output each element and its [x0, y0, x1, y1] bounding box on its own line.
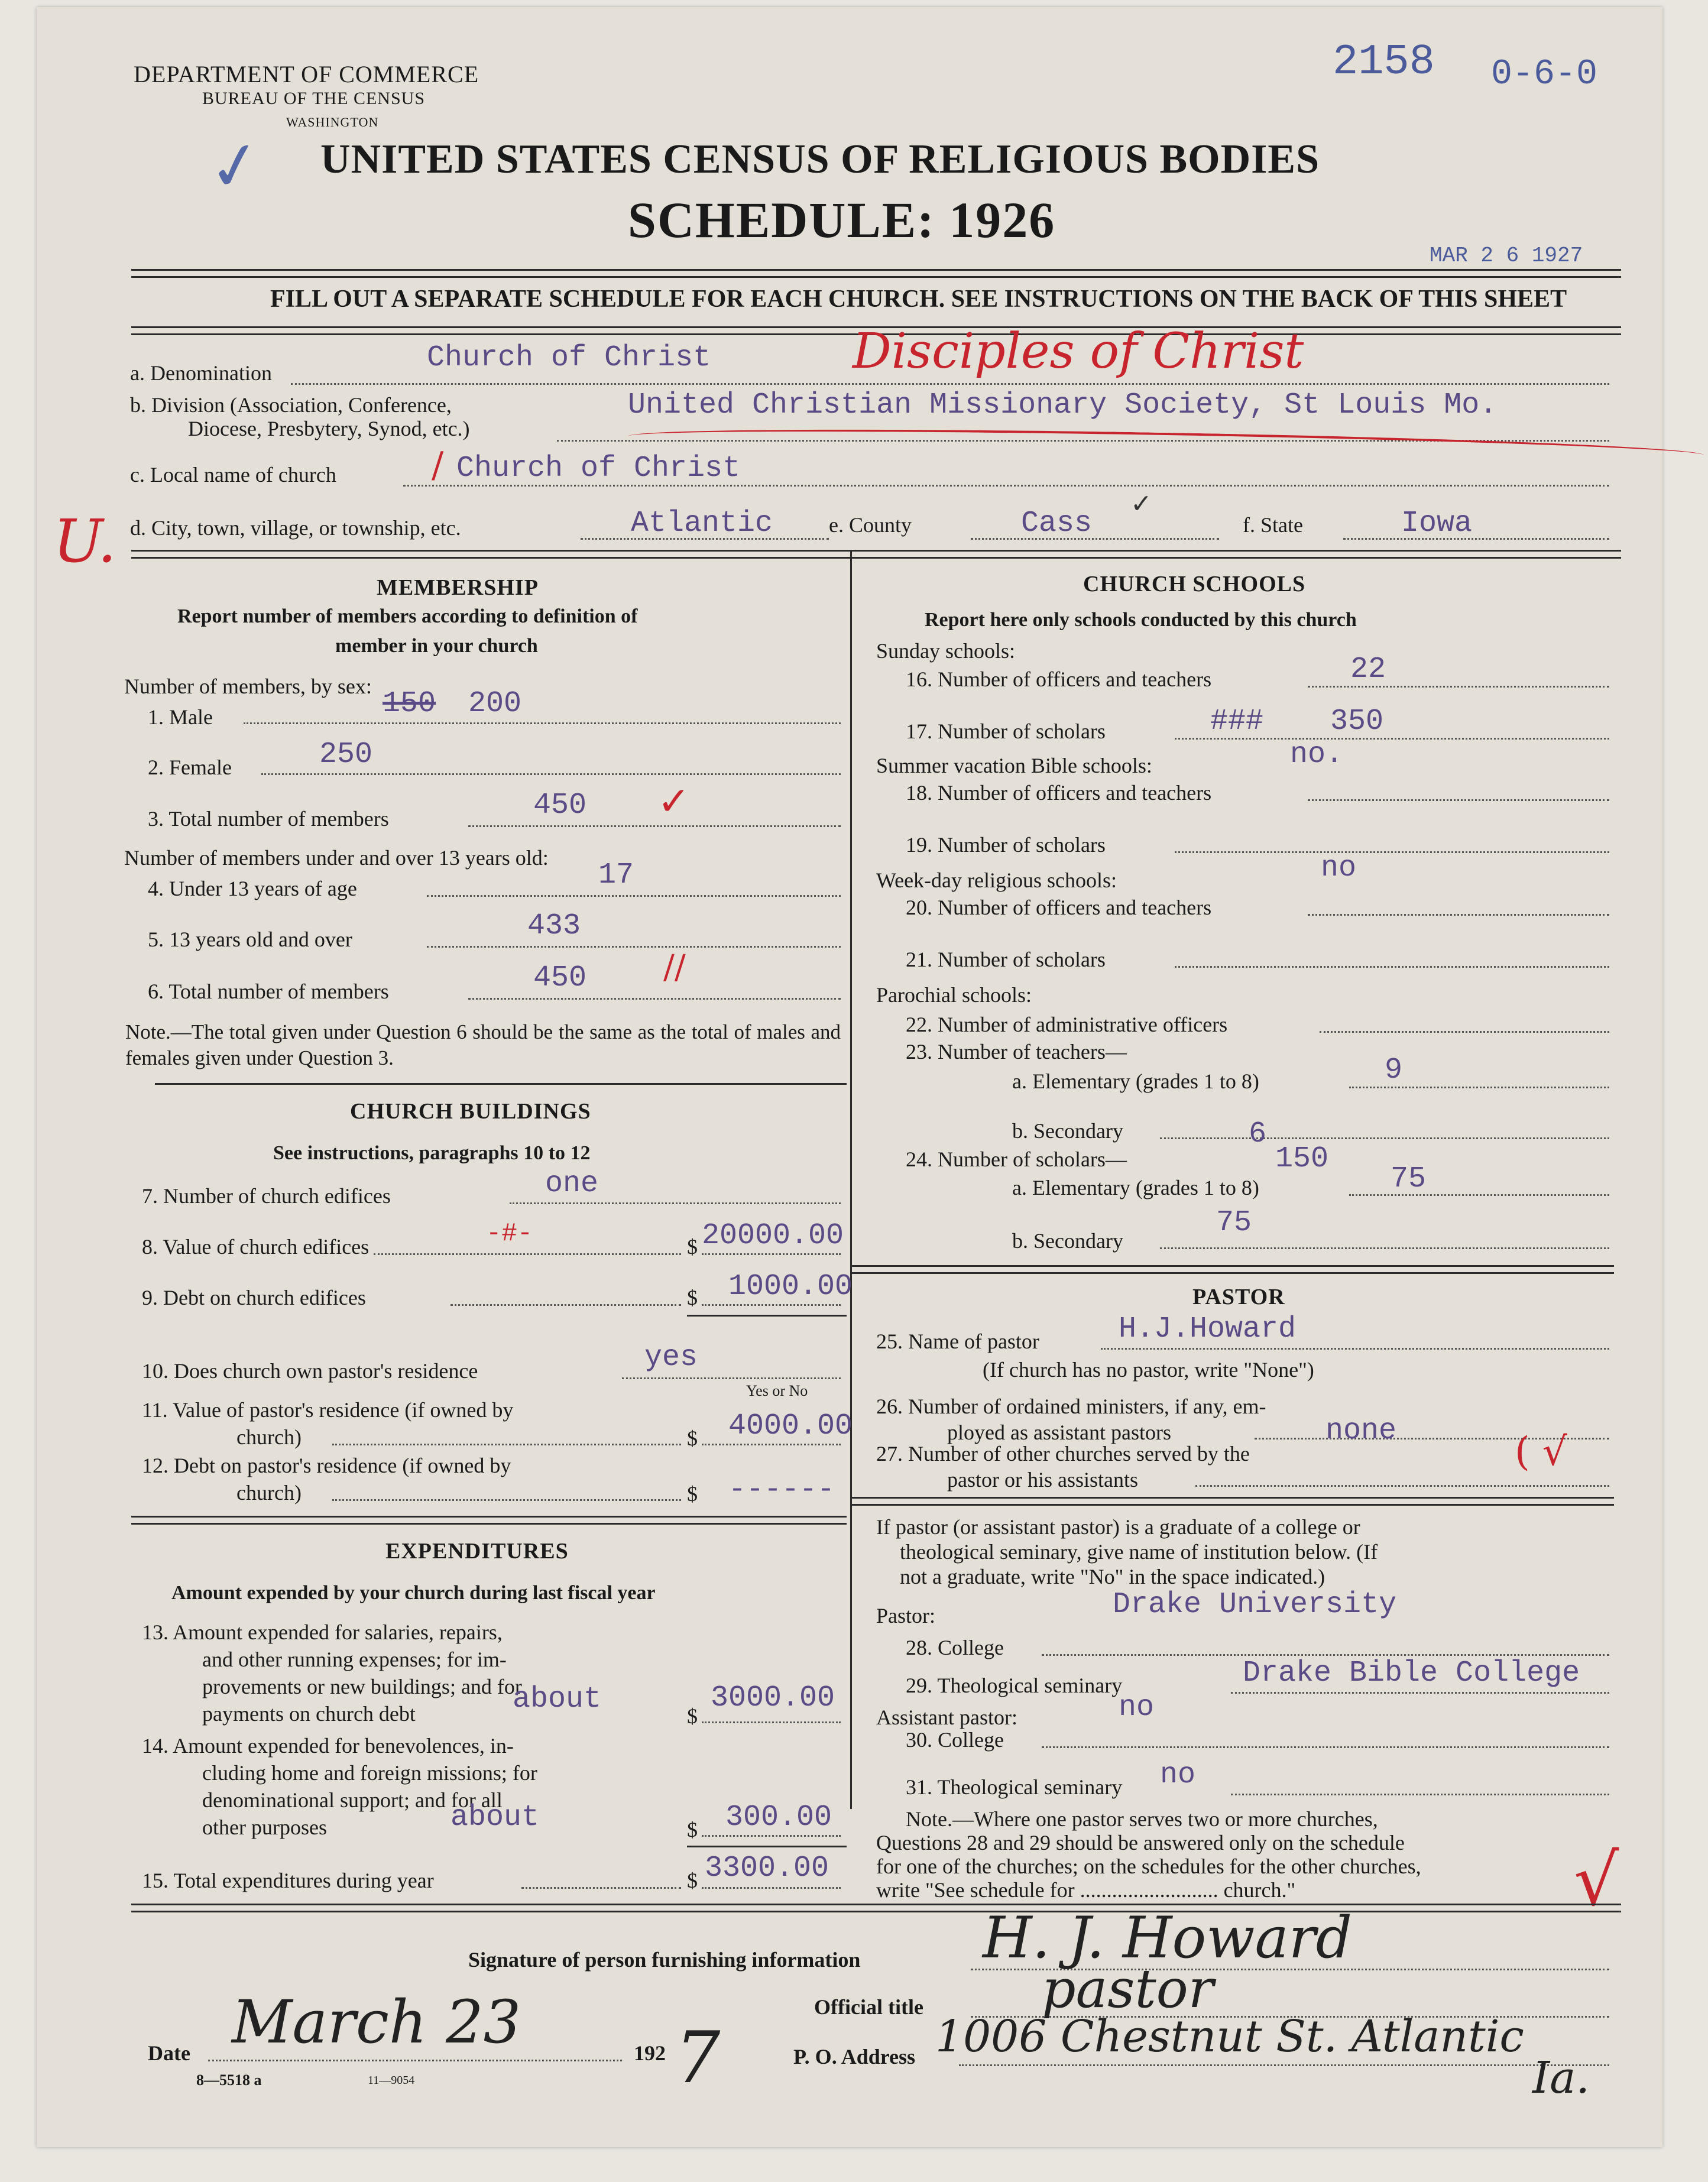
local-name-label: c. Local name of church: [130, 463, 336, 487]
q6-label: 6. Total number of members: [148, 980, 389, 1003]
answer-line: [1042, 1746, 1609, 1748]
divider: [687, 1846, 847, 1847]
divider: [851, 1265, 1614, 1267]
code-stamp: 0-6-0: [1491, 54, 1598, 95]
q29-label: 29. Theological seminary: [906, 1674, 1123, 1697]
divider: [131, 1904, 1621, 1905]
q8-value: 20000.00: [702, 1219, 844, 1253]
form-code: 8—5518 a: [196, 2071, 262, 2089]
sunday-schools-label: Sunday schools:: [876, 639, 1016, 663]
answer-line: [1195, 1485, 1609, 1487]
q5-value: 433: [527, 909, 581, 943]
answer-line: [702, 1835, 841, 1837]
dollar-sign: $: [687, 1704, 698, 1728]
answer-line: [451, 1304, 681, 1306]
answer-line: [1349, 1194, 1609, 1196]
q30-label: 30. College: [906, 1728, 1004, 1752]
divider: [155, 1083, 847, 1085]
divider: [131, 1523, 847, 1525]
q14-label-4: other purposes: [202, 1815, 327, 1839]
q14-label-2: cluding home and foreign missions; for: [202, 1761, 537, 1785]
q13-label-3: provements or new buildings; and for: [202, 1675, 522, 1698]
q26-label: 26. Number of ordained ministers, if any, em-: [876, 1395, 1266, 1418]
answer-line: [1343, 538, 1609, 540]
po-address-value-2: Ia.: [1532, 2053, 1590, 2103]
local-name-value: Church of Christ: [456, 452, 741, 485]
answer-line: [468, 998, 841, 1000]
q24-label: 24. Number of scholars—: [906, 1147, 1127, 1171]
margin-mark: U.: [53, 507, 116, 576]
schools-intro: Report here only schools conducted by this church: [925, 609, 1357, 631]
q23b-label: b. Secondary: [1012, 1119, 1123, 1143]
q22-label: 22. Number of administrative officers: [906, 1013, 1228, 1036]
form-title: UNITED STATES CENSUS OF RELIGIOUS BODIES: [320, 137, 1320, 182]
weekday-schools-label: Week-day religious schools:: [876, 868, 1117, 892]
divider: [851, 1497, 1614, 1499]
answer-line: [1320, 1031, 1609, 1033]
graduate-instructions-2: theological seminary, give name of institution below. (If: [900, 1540, 1378, 1564]
q9-value: 1000.00: [728, 1270, 853, 1304]
red-tick-icon: //: [663, 948, 686, 987]
county-value: Cass: [1021, 507, 1093, 540]
bureau-name: BUREAU OF THE CENSUS: [202, 89, 425, 108]
print-code: 11—9054: [368, 2074, 415, 2087]
official-title-label: Official title: [814, 1995, 923, 2019]
membership-note: Note.—The total given under Question 6 should be the same as the total of males and females given under Question 3.: [125, 1020, 841, 1069]
q24a-label: a. Elementary (grades 1 to 8): [1012, 1176, 1259, 1199]
divider: [131, 269, 1621, 271]
q13-label: 13. Amount expended for salaries, repairs,: [142, 1620, 503, 1644]
department-name: DEPARTMENT OF COMMERCE: [134, 61, 479, 87]
dollar-sign: $: [687, 1482, 698, 1506]
year-prefix: 192: [634, 2041, 666, 2065]
graduate-instructions: If pastor (or assistant pastor) is a graduate of a college or: [876, 1515, 1360, 1539]
vacation-schools-label: Summer vacation Bible schools:: [876, 754, 1152, 777]
q17-label: 17. Number of scholars: [906, 719, 1106, 743]
answer-line: [1175, 851, 1609, 853]
q13-label-2: and other running expenses; for im-: [202, 1648, 507, 1671]
q20-label: 20. Number of officers and teachers: [906, 896, 1212, 919]
yes-no-hint: Yes or No: [746, 1382, 808, 1399]
red-tick-icon: /: [432, 445, 444, 486]
divider: [851, 1272, 1614, 1274]
q8-label: 8. Value of church edifices: [142, 1235, 370, 1259]
divider: [851, 1504, 1614, 1506]
division-label: b. Division (Association, Conference,: [130, 393, 452, 417]
q5-label: 5. 13 years old and over: [148, 928, 352, 951]
q24b-value: 75: [1216, 1206, 1252, 1240]
city-label: d. City, town, village, or township, etc.: [130, 516, 461, 540]
answer-line: [1160, 1247, 1609, 1249]
checkmark-icon: ✓: [202, 124, 269, 209]
answer-line: [702, 1721, 841, 1723]
red-underline: [628, 423, 1704, 468]
pastor-heading: PASTOR: [1192, 1285, 1285, 1309]
buildings-heading: CHURCH BUILDINGS: [350, 1099, 591, 1124]
dollar-sign: $: [687, 1869, 698, 1892]
q7-label: 7. Number of church edifices: [142, 1184, 391, 1208]
answer-line: [332, 1444, 681, 1445]
parochial-schools-label: Parochial schools:: [876, 983, 1032, 1007]
q10-value: yes: [644, 1341, 698, 1374]
divider: [687, 1315, 847, 1317]
bureau-city: WASHINGTON: [286, 115, 379, 129]
q28-value: Drake University: [1113, 1588, 1397, 1622]
city-value: Atlantic: [631, 507, 773, 540]
denomination-label: a. Denomination: [130, 361, 272, 385]
q16-label: 16. Number of officers and teachers: [906, 667, 1212, 691]
dollar-sign: $: [687, 1426, 698, 1450]
q29-value: Drake Bible College: [1243, 1656, 1580, 1690]
answer-line: [971, 538, 1219, 540]
q13-value: 3000.00: [711, 1681, 835, 1715]
answer-line: [1101, 1348, 1609, 1350]
q11-label-2: church): [236, 1425, 302, 1449]
divider: [131, 1516, 847, 1518]
q1-label: 1. Male: [148, 705, 213, 729]
denomination-value: Church of Christ: [427, 341, 711, 375]
answer-line: [1175, 966, 1609, 968]
q25-note: (If church has no pastor, write "None"): [983, 1358, 1314, 1382]
q12-label: 12. Debt on pastor's residence (if owned by: [142, 1454, 511, 1477]
members-by-sex-label: Number of members, by sex:: [124, 675, 372, 698]
q12-value: ------: [728, 1473, 835, 1507]
schools-heading: CHURCH SCHOOLS: [1083, 572, 1306, 596]
q18-label: 18. Number of officers and teachers: [906, 781, 1212, 805]
q28-label: 28. College: [906, 1636, 1004, 1659]
pastor-label: Pastor:: [876, 1604, 936, 1627]
weekday-value: no: [1321, 851, 1357, 885]
dollar-sign: $: [687, 1818, 698, 1841]
pastor-note: Note.—Where one pastor serves two or more churches,: [906, 1807, 1378, 1831]
answer-line: [374, 1253, 681, 1255]
state-label: f. State: [1243, 513, 1303, 537]
denomination-handwritten-note: Disciples of Christ: [853, 323, 1304, 380]
column-divider: [850, 550, 852, 1809]
q3-label: 3. Total number of members: [148, 807, 389, 831]
vacation-value: no.: [1290, 738, 1344, 771]
census-form-sheet: [37, 7, 1662, 2147]
answer-line: [468, 825, 841, 827]
q23a-value: 9: [1385, 1053, 1403, 1087]
q11-label: 11. Value of pastor's residence (if owned by: [142, 1398, 514, 1422]
date-label: Date: [148, 2041, 190, 2065]
q24-total: 150: [1275, 1142, 1329, 1176]
answer-line: [427, 946, 841, 948]
answer-line: [702, 1253, 841, 1255]
q31-label: 31. Theological seminary: [906, 1775, 1123, 1799]
state-value: Iowa: [1401, 507, 1473, 540]
graduate-instructions-3: not a graduate, write "No" in the space indicated.): [900, 1565, 1325, 1588]
answer-line: [521, 1887, 681, 1889]
answer-line: [291, 383, 1609, 385]
answer-line: [261, 773, 841, 775]
membership-heading: MEMBERSHIP: [377, 575, 539, 600]
divider: [131, 550, 1621, 552]
q10-label: 10. Does church own pastor's residence: [142, 1359, 478, 1383]
signature-label: Signature of person furnishing information: [468, 1948, 861, 1972]
q27-label-2: pastor or his assistants: [947, 1468, 1138, 1492]
answer-line: [510, 1202, 841, 1204]
q1-value: 200: [468, 687, 522, 721]
pastor-note-2: Questions 28 and 29 should be answered only on the schedule: [876, 1831, 1405, 1854]
membership-intro: Report number of members according to definition of: [177, 605, 638, 627]
answer-line: [702, 1887, 841, 1889]
red-tick-icon: ✓: [657, 779, 691, 824]
assistant-pastor-value: no: [1119, 1691, 1155, 1724]
q25-value: H.J.Howard: [1119, 1312, 1297, 1346]
q15-value: 3300.00: [705, 1852, 829, 1885]
divider: [131, 1911, 1621, 1912]
answer-line: [702, 1444, 841, 1445]
divider: [131, 276, 1621, 278]
q23a-label: a. Elementary (grades 1 to 8): [1012, 1069, 1259, 1093]
assistant-pastor-label: Assistant pastor:: [876, 1706, 1017, 1729]
q23b-value: 6: [1249, 1117, 1267, 1151]
dollar-sign: $: [687, 1235, 698, 1259]
q26-value: none: [1325, 1414, 1397, 1448]
answer-line: [1160, 1137, 1609, 1139]
red-tick-icon: ( √: [1515, 1429, 1567, 1474]
schedule-title: SCHEDULE: 1926: [628, 192, 1056, 248]
q13-label-4: payments on church debt: [202, 1702, 416, 1726]
q27-label: 27. Number of other churches served by the: [876, 1442, 1250, 1466]
q15-label: 15. Total expenditures during year: [142, 1869, 434, 1892]
membership-intro-2: member in your church: [335, 635, 538, 657]
q23-label: 23. Number of teachers—: [906, 1040, 1127, 1064]
answer-line: [244, 722, 841, 724]
q6-value: 450: [533, 961, 587, 995]
q14-label: 14. Amount expended for benevolences, in-: [142, 1734, 514, 1758]
q21-label: 21. Number of scholars: [906, 948, 1106, 971]
q26-label-2: ployed as assistant pastors: [947, 1421, 1171, 1444]
expenditures-heading: EXPENDITURES: [385, 1539, 569, 1564]
q17-value: 350: [1330, 705, 1384, 738]
red-checkmark-icon: √: [1574, 1840, 1619, 1922]
struck-mark: ###: [1210, 705, 1264, 738]
q16-value: 22: [1350, 653, 1386, 686]
checkmark-icon: ✓: [1130, 489, 1152, 519]
answer-line: [1231, 1794, 1609, 1795]
county-label: e. County: [829, 513, 912, 537]
pastor-note-4: write "See schedule for .......................... church.": [876, 1878, 1296, 1902]
instructions-line: FILL OUT A SEPARATE SCHEDULE FOR EACH CHURCH. SEE INSTRUCTIONS ON THE BACK OF THIS SHEET: [270, 286, 1567, 313]
pastor-note-3: for one of the churches; on the schedules for the other churches,: [876, 1854, 1421, 1878]
answer-line: [208, 2060, 622, 2061]
answer-line: [1308, 799, 1609, 801]
q24a-value: 75: [1391, 1162, 1427, 1196]
struck-mark: -#-: [486, 1219, 533, 1249]
answer-line: [959, 2064, 1609, 2066]
q3-value: 450: [533, 789, 587, 822]
q11-value: 4000.00: [728, 1409, 853, 1443]
po-address-label: P. O. Address: [793, 2045, 916, 2068]
q4-value: 17: [598, 858, 634, 892]
official-title-value: pastor: [1042, 1958, 1214, 2020]
answer-line: [427, 895, 841, 897]
answer-line: [1042, 1654, 1609, 1656]
year-digit: 7: [675, 2017, 721, 2099]
q19-label: 19. Number of scholars: [906, 833, 1106, 857]
q24b-label: b. Secondary: [1012, 1229, 1123, 1253]
q9-label: 9. Debt on church edifices: [142, 1286, 366, 1309]
q2-value: 250: [319, 738, 373, 771]
answer-line: [332, 1499, 681, 1501]
divider: [131, 557, 1621, 559]
form-number-stamp: 2158: [1333, 38, 1435, 86]
division-label-2: Diocese, Presbytery, Synod, etc.): [188, 417, 470, 440]
received-date-stamp: MAR 2 6 1927: [1430, 244, 1583, 268]
date-value: March 23: [232, 1988, 521, 2057]
q4-label: 4. Under 13 years of age: [148, 877, 357, 900]
q13-qualifier: about: [513, 1682, 602, 1716]
q2-label: 2. Female: [148, 756, 232, 779]
q12-label-2: church): [236, 1481, 302, 1505]
q14-value: 300.00: [725, 1801, 832, 1834]
dollar-sign: $: [687, 1286, 698, 1309]
expenditures-intro: Amount expended by your church during last fiscal year: [171, 1582, 656, 1604]
signature-value: H. J. Howard: [983, 1905, 1353, 1971]
answer-line: [1308, 914, 1609, 916]
members-by-age-label: Number of members under and over 13 years old:: [124, 846, 549, 870]
answer-line: [1231, 1692, 1609, 1694]
q7-value: one: [545, 1167, 599, 1201]
q31-value: no: [1160, 1758, 1196, 1792]
po-address-value: 1006 Chestnut St. Atlantic: [935, 2011, 1524, 2062]
q25-label: 25. Name of pastor: [876, 1330, 1039, 1353]
answer-line: [702, 1304, 841, 1306]
answer-line: [622, 1377, 841, 1379]
division-value: United Christian Missionary Society, St Louis Mo.: [628, 388, 1498, 422]
q14-label-3: denominational support; and for all: [202, 1788, 503, 1812]
q1-struck-value: 150: [383, 687, 436, 721]
q14-qualifier: about: [451, 1801, 540, 1834]
buildings-intro: See instructions, paragraphs 10 to 12: [273, 1142, 591, 1164]
